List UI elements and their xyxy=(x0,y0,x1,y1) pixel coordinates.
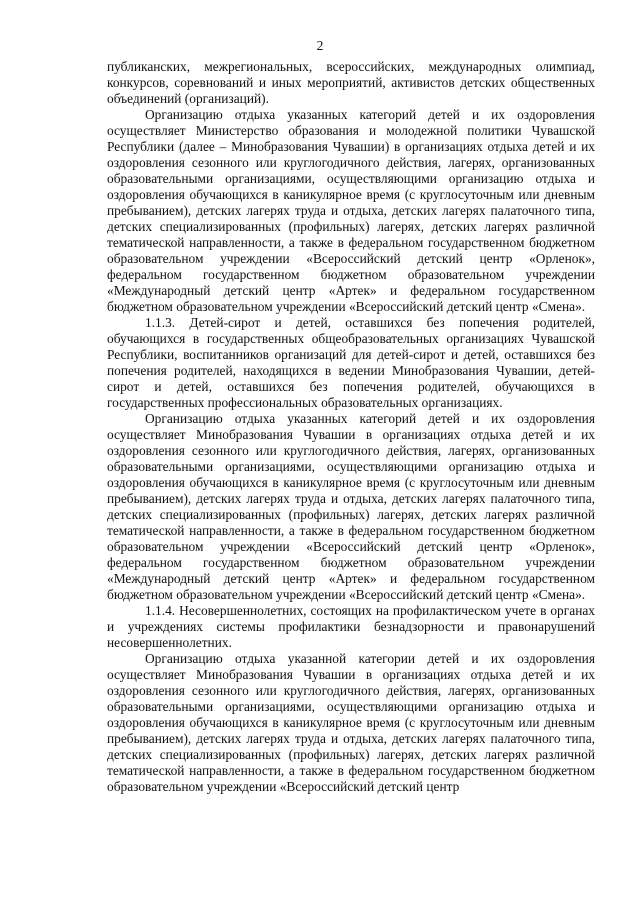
page-number: 2 xyxy=(316,38,324,53)
paragraph-item-1-1-3: 1.1.3. Детей-сирот и детей, оставшихся без попечения родителей, обучающихся в государственных общеобразовательных организациях Чувашской Республики, воспитанников организаций для детей-сирот и детей, оставшихся без попечения родителей, находящихся в ведении Минобразования Чувашии, детей-сирот и детей, оставшихся без попечения родителей, обучающихся в государственных профессиональных образовательных организациях. xyxy=(107,315,595,410)
document-body xyxy=(107,59,595,795)
paragraph-organization-minors: Организацию отдыха указанной категории детей и их оздоровления осуществляет Минобразования Чувашии в организациях отдыха детей и их оздоровления сезонного или круглогодичного действия, лагерях, организованных образовательными организациями, осуществляющими организацию отдыха и оздоровления обучающихся в каникулярное время (с круглосуточным или дневным пребыванием), детских лагерях труда и отдыха, детских лагерях палаточного типа, детских специализированных (профильных) лагерях, детских лагерях различной тематической направленности, а также в федеральном государственном бюджетном образовательном учреждении «Всероссийский детский центр xyxy=(107,651,595,794)
paragraph-organization-orphans: Организацию отдыха указанных категорий детей и их оздоровления осуществляет Минобразования Чувашии в организациях отдыха детей и их оздоровления сезонного или круглогодичного действия, лагерях, организованных образовательными организациями, осуществляющими организацию отдыха и оздоровления обучающихся в каникулярное время (с круглосуточным или дневным пребыванием), детских лагерях труда и отдыха, детских лагерях палаточного типа, детских специализированных (профильных) лагерях, детских лагерях различной тематической направленности, а также в федеральном государственном бюджетном образовательном учреждении «Всероссийский детский центр «Орленок», федеральном государственном бюджетном образовательном учреждении «Международный детский центр «Артек» и федеральном государственном бюджетном образовательном учреждении «Всероссийский детский центр «Смена». xyxy=(107,411,595,602)
paragraph-continuation: публиканских, межрегиональных, всероссийских, международных олимпиад, конкурсов, соревнований и иных мероприятий, активистов детских общественных объединений (организаций). xyxy=(107,59,595,106)
paragraph-organization-ministry: Организацию отдыха указанных категорий детей и их оздоровления осуществляет Министерство образования и молодежной политики Чувашской Республики (далее – Минобразования Чувашии) в организациях отдыха детей и их оздоровления сезонного или круглогодичного действия, лагерях, организованных образовательными организациями, осуществляющими организацию отдыха и оздоровления обучающихся в каникулярное время (с круглосуточным или дневным пребыванием), детских лагерях труда и отдыха, детских лагерях палаточного типа, детских специализированных (профильных) лагерях, детских лагерях различной тематической направленности, а также в федеральном государственном бюджетном образовательном учреждении «Всероссийский детский центр «Орленок», федеральном государственном бюджетном образовательном учреждении «Международный детский центр «Артек» и федеральном государственном бюджетном образовательном учреждении «Всероссийский детский центр «Смена». xyxy=(107,107,595,314)
paragraph-item-1-1-4: 1.1.4. Несовершеннолетних, состоящих на профилактическом учете в органах и учреждениях системы профилактики безнадзорности и правонарушений несовершеннолетних. xyxy=(107,603,595,650)
